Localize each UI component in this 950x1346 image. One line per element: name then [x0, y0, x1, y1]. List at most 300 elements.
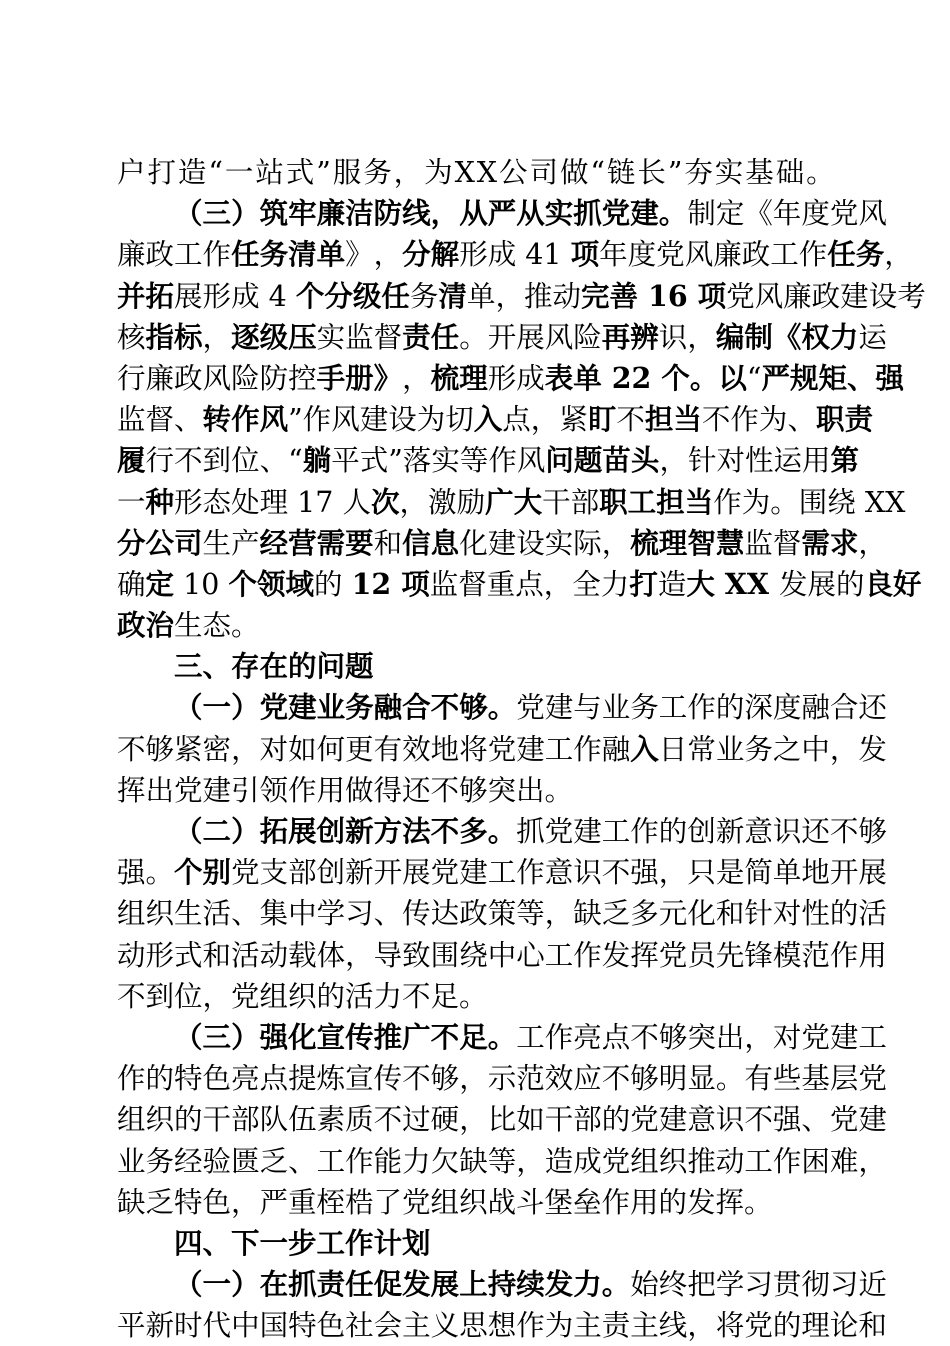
text-run: 党 [658, 938, 688, 972]
text-run: 营 [288, 525, 317, 560]
text-run: 工 [544, 938, 574, 972]
text-run: 人 [342, 485, 372, 519]
text-run: 形 [459, 238, 488, 272]
text-run: 化 [459, 526, 488, 560]
text-run: 建 [487, 526, 517, 560]
text-run: 实 [544, 196, 574, 231]
text-run: 发 [544, 1267, 574, 1302]
text-run: ， [459, 1103, 488, 1137]
text-run: 工 [487, 856, 517, 890]
text-run: 别 [202, 855, 232, 890]
text-run: 展 [807, 567, 837, 601]
text-run: 主 [630, 1309, 659, 1343]
document-text-line [117, 399, 873, 440]
text-run: 当 [684, 484, 714, 519]
text-run: 监 [429, 567, 459, 601]
text-run: 上 [459, 1267, 488, 1302]
text-run: 年 [599, 238, 628, 272]
text-run [769, 564, 779, 605]
text-run: 元 [658, 897, 688, 931]
text-run: 务 [855, 237, 885, 272]
text-run: ， [687, 1309, 716, 1343]
document-text-line [117, 852, 887, 893]
text-run: 个 [295, 278, 325, 313]
text-run: 形 [487, 361, 517, 395]
text-run: ， [858, 526, 887, 560]
text-run: ， [202, 320, 232, 354]
text-run: 作 [516, 1309, 545, 1343]
text-run: 三、存在的问题 [117, 649, 374, 684]
text-run: ” [316, 156, 331, 189]
text-run: 示 [487, 1062, 517, 1096]
text-run: 党 [259, 690, 289, 725]
text-run: 密 [202, 732, 232, 766]
text-run: 任 [345, 1267, 374, 1302]
text-run: 问 [545, 443, 574, 478]
text-run: 1 [183, 567, 202, 601]
text-run: 的 [601, 1103, 631, 1137]
text-run: 抓 [288, 1267, 317, 1302]
text-run: 基 [745, 156, 774, 189]
text-run: 队 [259, 1103, 289, 1137]
text-run: 效 [544, 1062, 574, 1096]
text-run: 新 [715, 815, 745, 848]
text-run: ） [231, 196, 260, 231]
text-run: 转 [202, 402, 232, 437]
text-run: 宣 [345, 1062, 374, 1096]
document-text-line [117, 1264, 887, 1305]
text-run: 不到位，党组织的活力不足。 [117, 979, 488, 1013]
text-run: 展 [430, 1267, 460, 1302]
text-run: ， [459, 1062, 488, 1096]
text-run: 险 [231, 361, 260, 395]
text-run: 工 [770, 238, 799, 272]
text-run: 力 [573, 1267, 602, 1302]
text-run: 不 [829, 815, 859, 848]
text-run: 党 [801, 1020, 830, 1054]
text-run [562, 234, 571, 275]
text-run: 四、下一步工作计划 [117, 1225, 431, 1260]
text-run: 态 [202, 485, 232, 519]
text-run: 次 [371, 484, 400, 519]
text-run: 册 [345, 360, 374, 395]
text-run: 。 [145, 856, 175, 890]
text-run: 意 [544, 856, 574, 890]
text-run: 定 [715, 197, 745, 231]
text-run: 不 [430, 1019, 460, 1054]
text-run: 和 [715, 897, 745, 931]
text-run: 严 [761, 360, 790, 395]
text-run: 突 [687, 1020, 716, 1054]
text-run: 织 [658, 1144, 688, 1178]
text-run [516, 234, 525, 275]
text-run: 实 [544, 526, 574, 560]
text-run: 风 [858, 197, 887, 231]
text-run: 动 [715, 1144, 745, 1178]
text-run: 挥出党建引领作用做得还不够突出。 [117, 773, 574, 807]
document-text-line [117, 152, 835, 193]
text-run: 生态。 [174, 609, 260, 643]
text-run: 。 [487, 814, 517, 848]
document-text-line [117, 687, 887, 728]
text-run: 何 [316, 732, 346, 766]
text-run: 点 [502, 403, 531, 437]
text-run: 发 [402, 1267, 431, 1302]
text-run: 论 [829, 1309, 859, 1343]
text-run: 彻 [801, 1268, 830, 1302]
text-run: 抓 [573, 196, 602, 231]
text-run: ， [659, 444, 688, 478]
text-run [146, 811, 175, 852]
text-run: 从 [516, 196, 545, 231]
text-run: 部 [573, 1103, 602, 1137]
text-run: 绕 [827, 485, 856, 519]
text-run: 和 [858, 1309, 887, 1343]
text-run: 。 [487, 1019, 517, 1054]
text-run: X [724, 566, 747, 601]
text-run: 建 [459, 856, 488, 890]
text-run: 平 [331, 444, 360, 478]
text-run: 点 [259, 1062, 289, 1096]
text-run: X [885, 485, 906, 519]
text-run: 拓 [145, 278, 175, 313]
text-run: 设 [868, 279, 898, 313]
text-run [638, 276, 648, 317]
text-run: 传 [345, 1019, 374, 1054]
text-run: 第 [830, 443, 860, 478]
text-run [288, 482, 297, 523]
text-run: ， [402, 361, 431, 395]
text-run: 当 [673, 402, 702, 437]
text-run: 作 [202, 238, 232, 272]
text-run: 紧 [174, 732, 203, 766]
text-run: 工 [601, 815, 631, 848]
document-text-line [117, 770, 835, 811]
text-run: 担 [656, 484, 685, 519]
text-run: 展 [288, 814, 317, 848]
text-run: 主 [573, 1309, 602, 1343]
text-run: 党 [858, 1062, 887, 1096]
document-heading-line [117, 1223, 835, 1264]
text-run: 推 [523, 279, 553, 313]
text-run: 领 [256, 566, 286, 601]
text-run: 是 [715, 856, 745, 890]
text-run: 经 [259, 525, 289, 560]
text-run: 。 [806, 156, 835, 189]
text-run: 不 [601, 1062, 631, 1096]
text-run: 工 [744, 1144, 773, 1178]
text-run: 工 [658, 691, 688, 725]
text-run: 载 [288, 938, 317, 972]
text-run: 矩 [818, 360, 847, 395]
text-run: 伍 [288, 1103, 317, 1137]
text-run: 7 [315, 485, 334, 519]
text-run: 成 [573, 1144, 602, 1178]
text-run: 编 [715, 319, 745, 354]
text-run: 苗 [602, 443, 631, 478]
text-run: 作 [798, 238, 828, 272]
text-run: 有 [373, 732, 403, 766]
text-run: 建 [840, 279, 869, 313]
text-run: 防 [259, 361, 289, 395]
text-run: 党 [544, 815, 574, 848]
text-run: 》 [345, 238, 374, 272]
text-run: 模 [772, 938, 802, 972]
text-run: ， [430, 196, 460, 231]
text-run: 务 [145, 1144, 175, 1178]
text-run: ， [544, 897, 574, 931]
text-run: 一 [224, 156, 254, 189]
text-run: 三 [202, 196, 232, 231]
text-run: 基 [801, 1062, 830, 1096]
text-run: 不 [630, 1020, 659, 1054]
text-run: 位 [231, 444, 260, 478]
text-run: 够 [858, 815, 887, 848]
text-run: 宣 [316, 1019, 346, 1054]
text-run: 工 [858, 1020, 887, 1054]
text-run: 题 [573, 443, 603, 478]
text-run: 和 [202, 938, 232, 972]
text-run: ） [231, 1267, 260, 1302]
document-text-line [117, 1099, 887, 1140]
text-run: 开 [829, 856, 859, 890]
text-run: 业 [117, 1144, 146, 1178]
text-run: 风 [544, 320, 574, 354]
text-run: 组 [630, 1144, 659, 1178]
text-run: 息 [430, 525, 460, 560]
text-run: 廉 [117, 238, 146, 272]
text-run: 政 [811, 279, 841, 313]
text-run: 作 [630, 815, 659, 848]
text-run: 国 [259, 1309, 289, 1343]
text-run: 廉 [145, 361, 175, 395]
text-run [174, 564, 183, 605]
text-run: 牢 [288, 196, 317, 231]
text-run: 将 [459, 732, 488, 766]
text-run: 式 [285, 156, 315, 189]
text-run: 度 [772, 691, 802, 725]
text-run: 工 [544, 732, 574, 766]
text-run: ， [399, 485, 429, 519]
text-run: 躺 [302, 443, 332, 478]
text-run: 党 [829, 197, 859, 231]
text-run: 夯 [684, 156, 713, 189]
text-run: 要 [345, 525, 374, 560]
document-heading-line [117, 646, 835, 687]
text-run: 理 [658, 525, 688, 560]
text-run: 业 [715, 732, 745, 766]
text-run: 2 [631, 360, 652, 395]
text-run: 学 [715, 1268, 745, 1302]
text-run: 。 [487, 690, 517, 725]
document-text-line [117, 1305, 887, 1346]
document-text-line [117, 358, 905, 399]
text-run: 盯 [587, 402, 617, 437]
text-run: 落 [402, 444, 432, 478]
text-run: 炼 [316, 1062, 346, 1096]
text-run: 广 [485, 484, 514, 519]
text-run: 围 [430, 938, 460, 972]
text-run: 、 [259, 444, 289, 478]
text-run: 为 [741, 485, 771, 519]
text-run: 解 [430, 237, 460, 272]
text-run: 长 [637, 156, 666, 189]
text-run [117, 687, 146, 728]
text-run: （ [174, 814, 203, 848]
text-run: 风 [754, 279, 784, 313]
text-run: 政治 [117, 608, 175, 643]
text-run: 运 [773, 444, 803, 478]
text-run: 站 [255, 156, 284, 189]
text-run: 识 [573, 856, 602, 890]
text-run: 二 [202, 814, 232, 848]
text-run: 党 [601, 1144, 631, 1178]
text-run: 作 [829, 938, 859, 972]
text-run: 用 [858, 938, 887, 972]
text-run: 廉 [713, 238, 742, 272]
text-run: （ [174, 1019, 203, 1054]
text-run: 做 [559, 156, 589, 189]
text-run: 开 [487, 320, 517, 354]
text-run: 难 [829, 1144, 859, 1178]
text-run: 建 [658, 1103, 688, 1137]
text-run: 想 [487, 1309, 517, 1343]
text-run: 三 [202, 1019, 232, 1054]
text-run: 作 [544, 1020, 574, 1054]
text-run: 层 [829, 1062, 859, 1096]
text-run: 建 [288, 690, 317, 725]
text-run: 分 [324, 278, 353, 313]
text-run: 欠 [430, 1144, 460, 1178]
text-run: 、 [373, 897, 403, 931]
text-run: 完 [581, 278, 610, 313]
text-run: 不 [701, 403, 731, 437]
text-run: 职 [815, 402, 845, 437]
text-run: 标 [174, 319, 203, 354]
text-run: 党 [231, 856, 260, 890]
text-run: 作 [730, 403, 759, 437]
text-run: 个 [661, 360, 690, 395]
text-run: 担 [644, 402, 674, 437]
text-run: 不 [601, 856, 631, 890]
text-run: 项 [570, 237, 600, 272]
text-run: ” [388, 444, 403, 478]
text-run: 1 [351, 566, 372, 601]
text-run: ） [231, 1019, 260, 1054]
text-run: 法 [402, 814, 431, 848]
text-run: 考 [897, 279, 926, 313]
text-run: “ [590, 156, 605, 189]
text-run: 清 [288, 237, 317, 272]
text-run: 。 [658, 196, 688, 231]
text-run: 、 [787, 403, 816, 437]
text-run: 任 [827, 237, 856, 272]
text-run: 产 [231, 526, 260, 560]
text-run: 风 [516, 444, 546, 478]
text-run: 与 [573, 691, 602, 725]
text-run: 代 [202, 1309, 232, 1343]
text-run: 0 [201, 567, 220, 601]
text-run: 风 [331, 403, 360, 437]
text-run: 挥 [630, 938, 659, 972]
text-run: 、 [801, 1103, 830, 1137]
document-text-line [117, 276, 926, 317]
document-text-line [117, 605, 835, 646]
text-run: 单 [573, 360, 602, 395]
text-run: 融 [601, 732, 631, 766]
text-run: 设 [388, 403, 417, 437]
text-run: 围 [798, 485, 828, 519]
text-run: ， [744, 1020, 773, 1054]
text-run: 监 [744, 526, 773, 560]
text-run: 指 [145, 319, 175, 354]
text-run: 不 [117, 732, 146, 766]
text-run: 党 [601, 196, 631, 231]
text-run: ， [495, 279, 524, 313]
text-run: 之 [772, 732, 802, 766]
text-run: 梳 [430, 360, 460, 395]
text-run: ） [231, 690, 260, 725]
text-run: 习 [345, 897, 374, 931]
text-run: ， [393, 156, 423, 189]
text-run: 集 [259, 897, 289, 931]
text-run: 够 [658, 1020, 688, 1054]
text-run: 时 [174, 1309, 203, 1343]
text-run: 。 [601, 1267, 631, 1302]
document-text-line [117, 234, 913, 275]
text-run: 主 [402, 1309, 431, 1343]
text-run: ， [231, 732, 260, 766]
text-run: 建 [359, 403, 389, 437]
text-run: 造 [657, 567, 687, 601]
text-run: ， [345, 938, 374, 972]
text-run: 中 [231, 1309, 260, 1343]
text-run: 力 [402, 1144, 431, 1178]
text-run: 。 [715, 1062, 745, 1096]
text-run: 识 [715, 1103, 745, 1137]
text-run: 防 [373, 196, 403, 231]
text-run: 更 [345, 732, 374, 766]
text-run: X [864, 485, 886, 519]
text-run: 缺 [573, 897, 602, 931]
document-text-line [117, 523, 887, 564]
text-run: 年 [772, 197, 802, 231]
text-run: 项 [697, 278, 727, 313]
text-run: ， [658, 856, 688, 890]
text-run: 造 [544, 1144, 574, 1178]
text-run: 生 [202, 526, 232, 560]
text-run: 项 [401, 566, 430, 601]
text-run: 融 [801, 691, 830, 725]
text-run: 清 [438, 278, 467, 313]
text-run: 展 [516, 320, 545, 354]
text-run: 还 [858, 691, 887, 725]
text-run: 发 [858, 732, 887, 766]
text-run: 服 [332, 156, 362, 189]
text-run: 力 [829, 319, 859, 354]
text-run: 促 [373, 1267, 403, 1302]
text-run: 形 [202, 279, 232, 313]
text-run: 理 [259, 485, 289, 519]
text-run: 员 [687, 938, 716, 972]
text-run: 性 [744, 444, 774, 478]
text-run: 设 [516, 526, 545, 560]
text-run: 。 [770, 485, 799, 519]
text-run: 特 [288, 1309, 317, 1343]
text-run: 的 [313, 567, 343, 601]
text-run: 困 [801, 1144, 830, 1178]
text-run: 不 [402, 1062, 431, 1096]
